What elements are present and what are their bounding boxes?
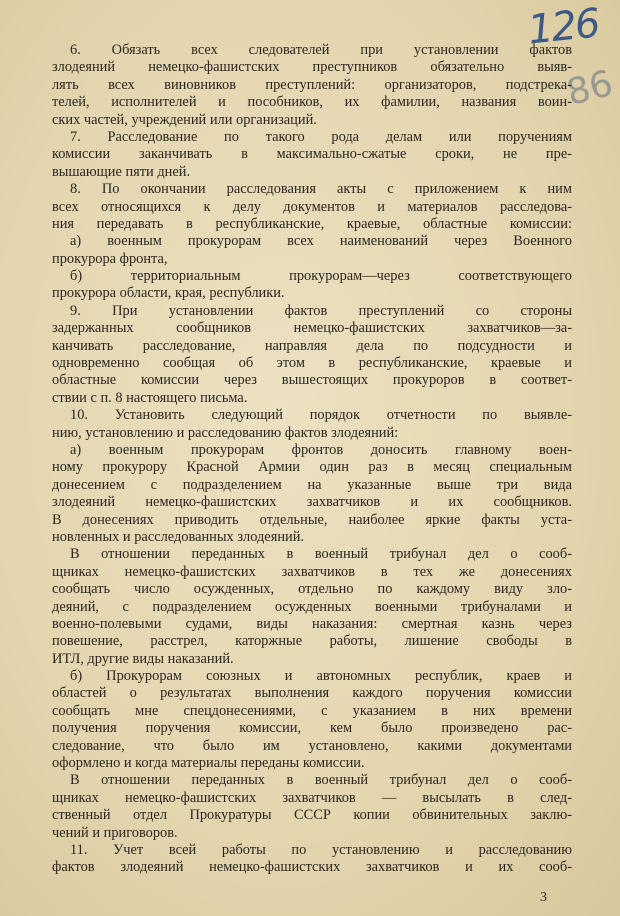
text-line: областей о результатах выполнения каждого поручения комиссии [52, 685, 572, 702]
text-line: щниках немецко-фашистских захватчиков в тех же донесениях [52, 563, 572, 580]
text-line: б) Прокурорам союзных и автономных республик, краев и [70, 668, 572, 685]
text-line: щниках немецко-фашистских захватчиков — высылать в след- [52, 789, 572, 806]
text-line: канчивать расследование, направляя дела по подсудности и [52, 337, 572, 354]
text-line: фактов злодеяний немецко-фашистских захватчиков и их сооб- [52, 859, 572, 876]
text-line: ствии с п. 8 настоящего письма. [52, 389, 248, 406]
text-line: деяний, с подразделением осужденных военными трибуналами и [52, 598, 572, 615]
text-line: военно-полевыми судами, виды наказания: смертная казнь через [52, 615, 572, 632]
text-line: В донесениях приводить отдельные, наиболее яркие факты уста- [52, 511, 572, 528]
text-line: а) военным прокурорам фронтов доносить главному воен- [70, 441, 572, 458]
document-body [52, 42, 572, 877]
text-line: 8. По окончании расследования акты с приложением к ним [70, 181, 572, 198]
text-line: 10. Установить следующий порядок отчетности по выявле- [70, 407, 572, 424]
handwritten-archive-number: 126 [525, 0, 601, 54]
text-line: задержанных сообщников немецко-фашистских захватчиков—за- [52, 320, 572, 337]
text-line: лять всех виновников преступлений: организаторов, подстрека- [52, 76, 572, 93]
text-line: ния передавать в республиканские, краевые, областные комиссии: [52, 215, 572, 232]
text-line: чений и приговоров. [52, 824, 178, 841]
text-line: В отношении переданных в военный трибунал дел о сооб- [70, 546, 572, 563]
text-line: новленных и расследованных злодеяний. [52, 528, 305, 545]
text-line: ИТЛ, другие виды наказаний. [52, 650, 234, 667]
text-line: сообщать число осужденных, отдельно по каждому виду зло- [52, 581, 572, 598]
text-line: В отношении переданных в военный трибунал дел о сооб- [70, 772, 572, 789]
text-line: сообщать мне спецдонесениями, с указанием в них времени [52, 702, 572, 719]
text-line: злодеяний немецко-фашистских захватчиков и их сообщников. [52, 494, 572, 511]
text-line: злодеяний немецко-фашистских преступников обязательно выяв- [52, 59, 572, 76]
text-line: следование, что было им установлено, какими документами [52, 737, 572, 754]
text-line: ских частей, учреждений или организаций. [52, 111, 317, 128]
text-line: ному прокурору Красной Армии один раз в месяц специальным [52, 459, 572, 476]
faint-archive-number: 86 [562, 63, 618, 114]
text-line: областные комиссии через вышестоящих прокуроров в соответ- [52, 372, 572, 389]
text-line: всех относящихся к делу документов и материалов расследова- [52, 198, 572, 215]
text-line: 6. Обязать всех следователей при установлении фактов [70, 42, 572, 58]
text-line: прокурора области, края, республики. [52, 285, 285, 302]
text-line: одновременно сообщая об этом в республиканские, краевые и [52, 355, 572, 372]
text-line: нию, установлению и расследованию фактов злодеяний: [52, 424, 399, 441]
text-line: 9. При установлении фактов преступлений со стороны [70, 302, 572, 319]
page-number: 3 [540, 890, 547, 905]
text-line: ственный отдел Прокуратуры СССР копии обвинительных заклю- [52, 807, 572, 824]
text-line: оформлено и когда материалы переданы комиссии. [52, 755, 365, 772]
text-line: б) территориальным прокурорам—через соответствующего [70, 268, 572, 285]
text-line: повешение, расстрел, каторжные работы, лишение свободы в [52, 633, 572, 650]
text-line: а) военным прокурорам всех наименований через Военного [70, 233, 572, 250]
text-line: вышающие пяти дней. [52, 163, 191, 180]
text-line: прокурора фронта, [52, 250, 168, 267]
text-line: комиссии заканчивать в максимально-сжатые сроки, не пре- [52, 146, 572, 163]
text-line: получения поручения комиссии, кем было произведено рас- [52, 720, 572, 737]
text-line: донесением с подразделением на указанные выше три вида [52, 476, 572, 493]
text-line: телей, исполнителей и пособников, их фамилии, названия воин- [52, 94, 572, 111]
text-line: 11. Учет всей работы по установлению и расследованию [70, 841, 572, 858]
text-line: 7. Расследование по такого рода делам или поручениям [70, 128, 572, 145]
